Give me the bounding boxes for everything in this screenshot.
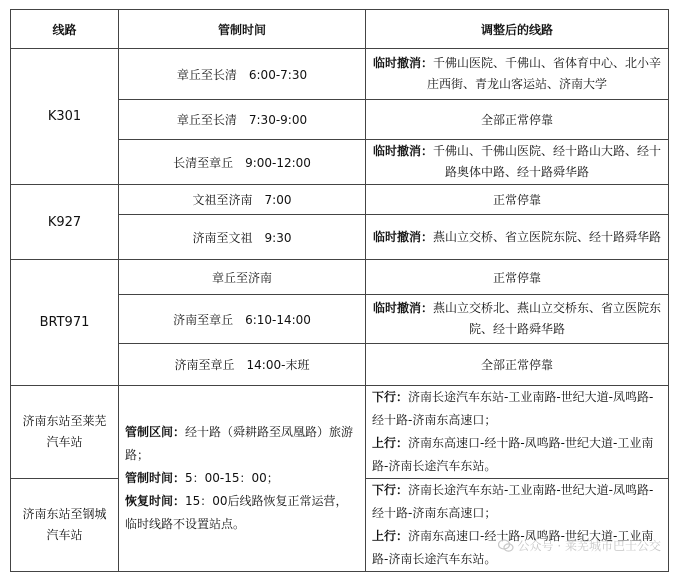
header-route: 线路 (11, 10, 119, 49)
route-k301-name: K301 (11, 49, 119, 185)
brt971-time-2: 济南至章丘 6:10-14:00 (119, 295, 366, 344)
route-k927-name: K927 (11, 185, 119, 260)
watermark-text: 公众号 · 莱芜城市巴士公交 (517, 539, 661, 553)
brt971-time-3: 济南至章丘 14:00-末班 (119, 344, 366, 386)
k301-time-3: 长清至章丘 9:00-12:00 (119, 140, 366, 185)
k301-time-2: 章丘至长清 7:30-9:00 (119, 100, 366, 140)
k301-adjust-3: 临时撤消：千佛山、千佛山医院、经十路山大路、经十路奥体中路、经十路舜华路 (366, 140, 669, 185)
brt971-adjust-2: 临时撤消：燕山立交桥北、燕山立交桥东、省立医院东院、经十路舜华路 (366, 295, 669, 344)
k927-time-1: 文祖至济南 7:00 (119, 185, 366, 215)
header-row (11, 10, 669, 49)
table-row (11, 386, 669, 479)
route-laiwu-name: 济南东站至莱芜汽车站 (11, 386, 119, 479)
header-time: 管制时间 (119, 10, 366, 49)
route-brt971-name: BRT971 (11, 260, 119, 386)
laiwu-adjust: 下行：济南长途汽车东站-工业南路-世纪大道-凤鸣路-经十路-济南东高速口； 上行：济南东高速口-经十路-凤鸣路-世纪大道-工业南路-济南长途汽车东站。 (366, 386, 669, 479)
k927-time-2: 济南至文祖 9:30 (119, 215, 366, 260)
table-row (11, 185, 669, 215)
k927-adjust-2: 临时撤消：燕山立交桥、省立医院东院、经十路舜华路 (366, 215, 669, 260)
brt971-time-1: 章丘至济南 (119, 260, 366, 295)
route-gangcheng-name: 济南东站至钢城汽车站 (11, 479, 119, 572)
brt971-adjust-1: 正常停靠 (366, 260, 669, 295)
gangcheng-adjust: 下行：济南长途汽车东站-工业南路-世纪大道-凤鸣路-经十路-济南东高速口； 上行：济南东高速口-经十路-凤鸣路-世纪大道-工业南路-济南长途汽车东站。 (366, 479, 669, 572)
shared-control-info: 管制区间：经十路（舜耕路至凤凰路）旅游路； 管制时间：5：00-15：00； 恢复时间：15：00后线路恢复正常运营，临时线路不设置站点。 (119, 386, 366, 572)
k301-adjust-1: 临时撤消：千佛山医院、千佛山、省体育中心、北小辛庄西街、青龙山客运站、济南大学 (366, 49, 669, 100)
table-row (11, 49, 669, 100)
table-row (11, 260, 669, 295)
k301-adjust-2: 全部正常停靠 (366, 100, 669, 140)
brt971-adjust-3: 全部正常停靠 (366, 344, 669, 386)
header-adjusted: 调整后的线路 (366, 10, 669, 49)
k927-adjust-1: 正常停靠 (366, 185, 669, 215)
route-adjustment-table (10, 9, 669, 572)
k301-time-1: 章丘至长清 6:00-7:30 (119, 49, 366, 100)
